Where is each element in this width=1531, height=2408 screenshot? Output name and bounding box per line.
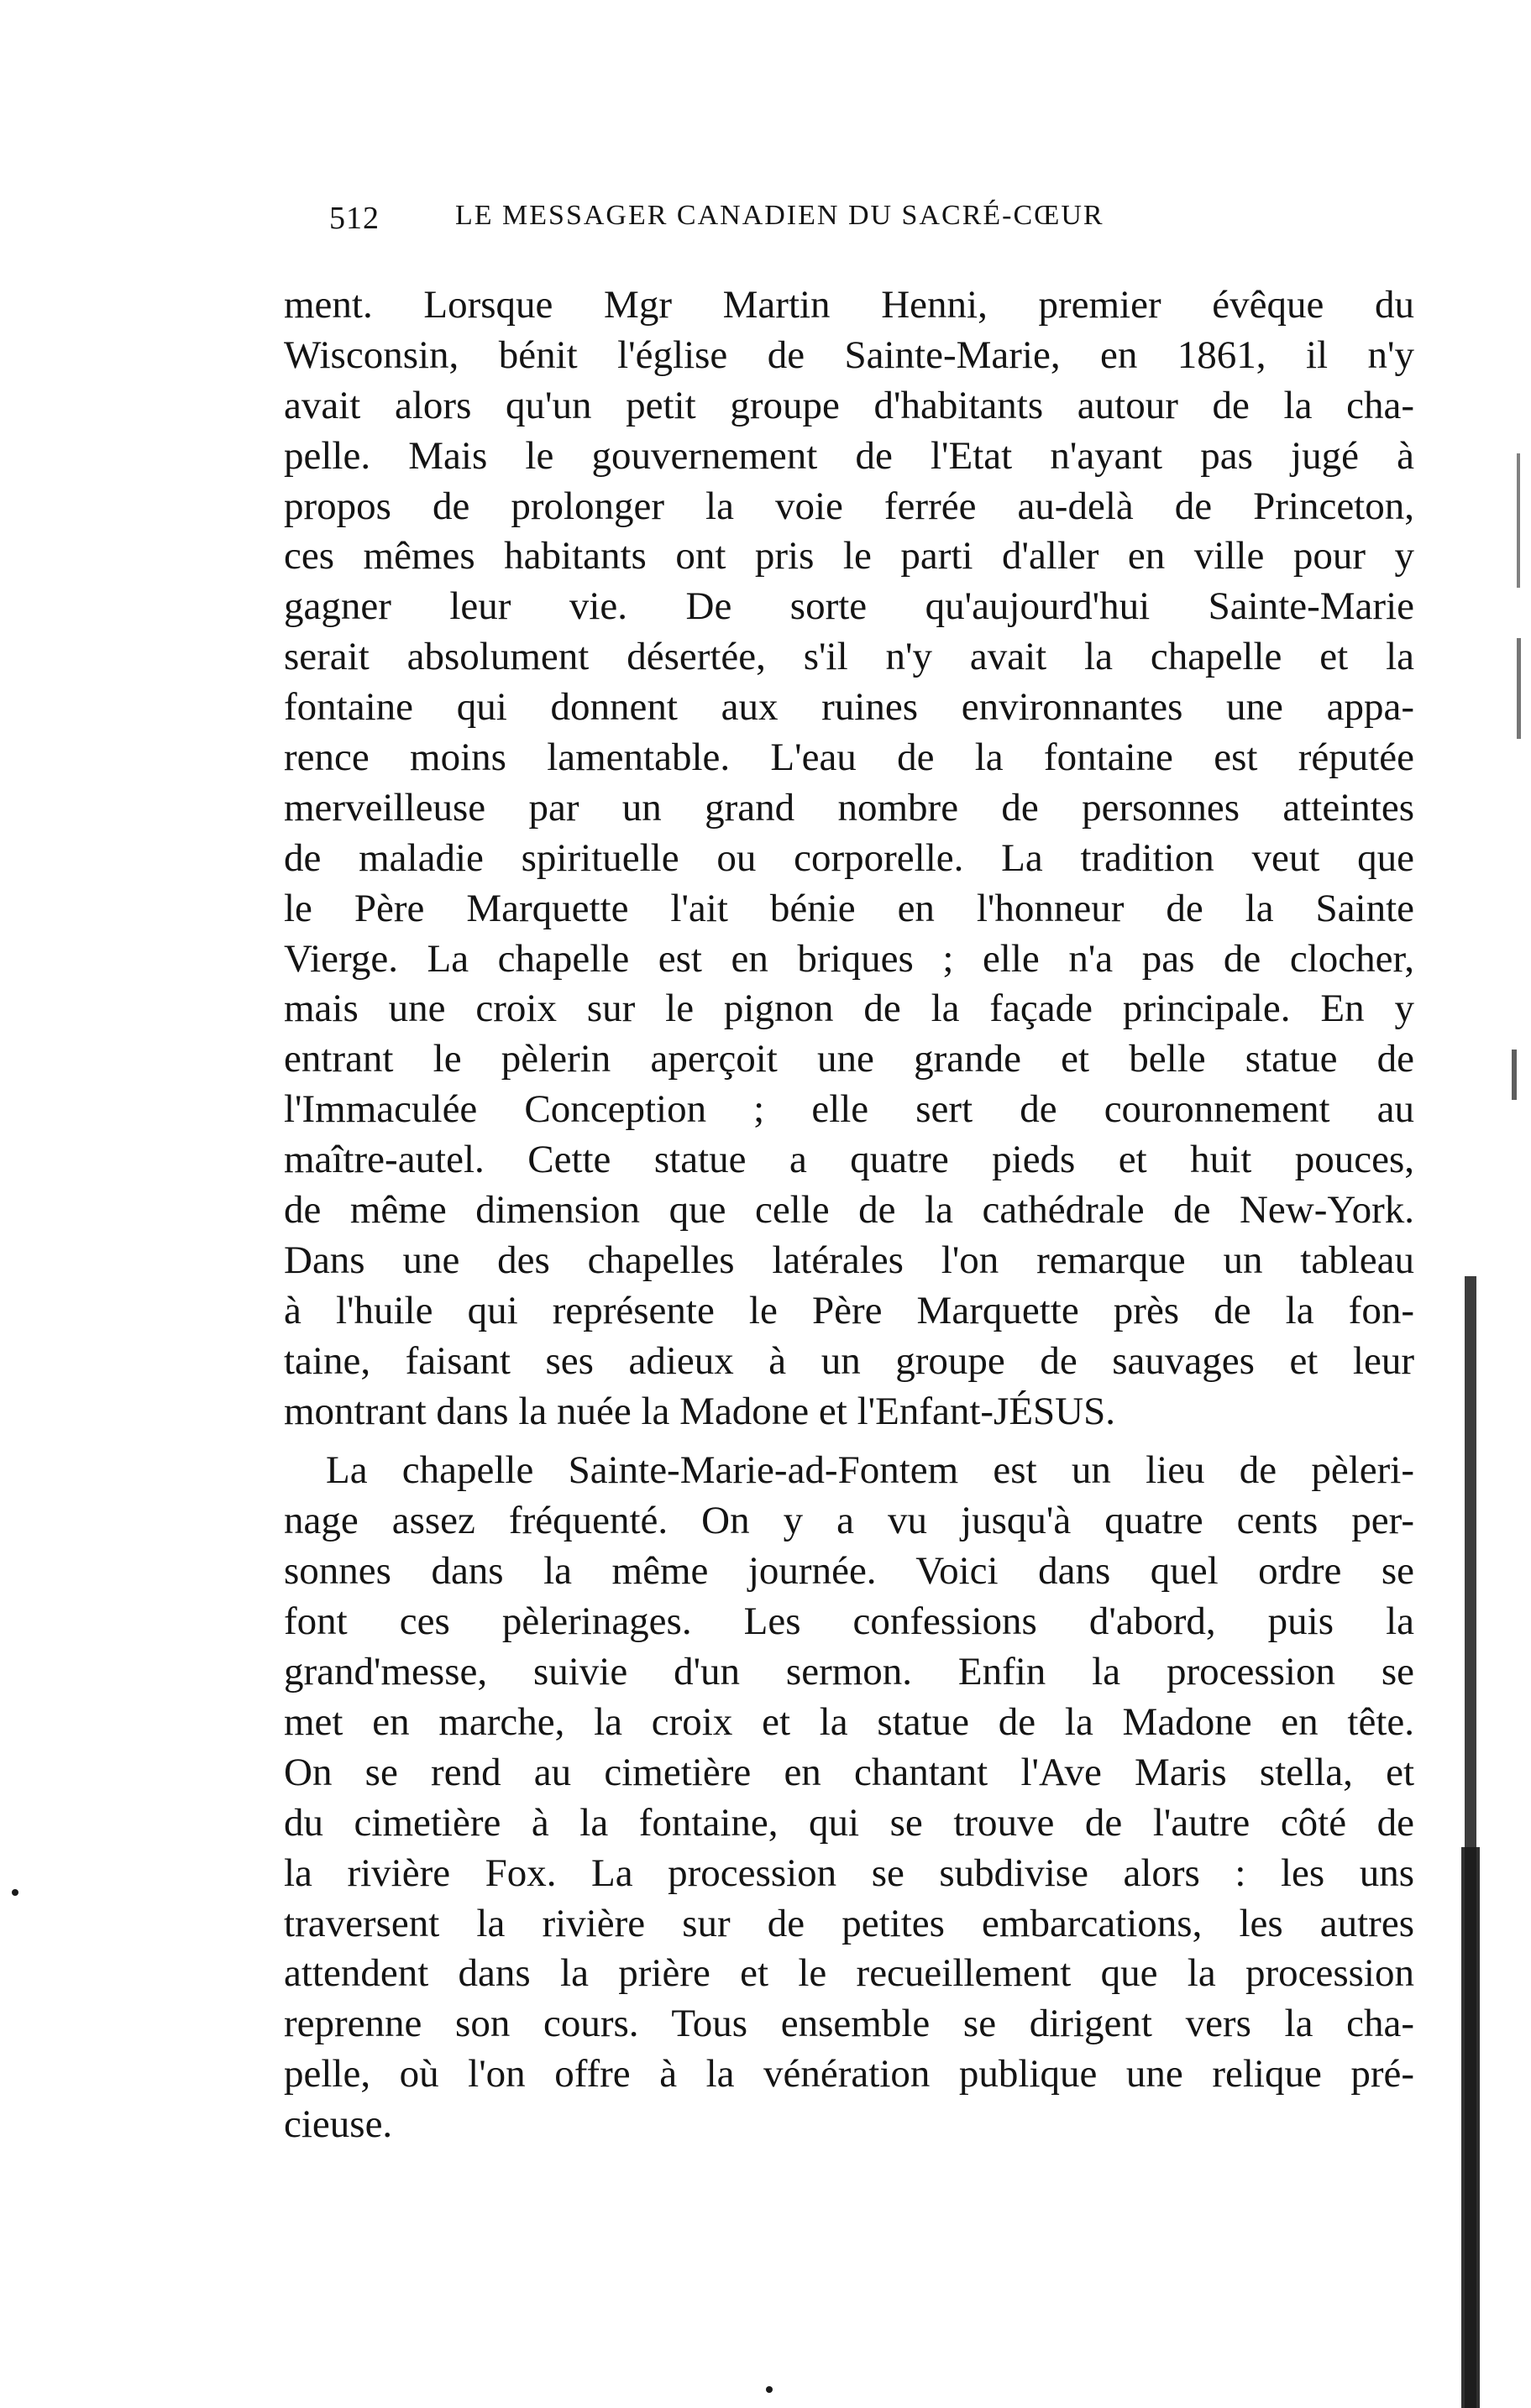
text-line: nage assez fréquenté. On y a vu jusqu'à quatre cents per- <box>284 1499 1414 1543</box>
scan-edge-mark <box>1512 1050 1517 1100</box>
text-line: serait absolument désertée, s'il n'y avait la chapelle et la <box>284 635 1414 679</box>
text-line: reprenne son cours. Tous ensemble se dirigent vers la cha- <box>284 2002 1414 2046</box>
page-number: 512 <box>329 201 380 236</box>
text-line: maître-autel. Cette statue a quatre pieds et huit pouces, <box>284 1138 1414 1182</box>
scan-speck <box>766 2386 773 2393</box>
text-line: Vierge. La chapelle est en briques ; elle n'a pas de clocher, <box>284 936 1414 981</box>
text-line: ment. Lorsque Mgr Martin Henni, premier évêque du <box>284 283 1414 327</box>
text-line: cieuse. <box>284 2102 393 2147</box>
text-line: font ces pèlerinages. Les confessions d'abord, puis la <box>284 1599 1414 1644</box>
text-line: pelle, où l'on offre à la vénération publique une relique pré- <box>284 2052 1414 2097</box>
text-line: Dans une des chapelles latérales l'on remarque un tableau <box>284 1238 1414 1282</box>
text-line: avait alors qu'un petit groupe d'habitants autour de la cha- <box>284 383 1414 427</box>
text-line: gagner leur vie. De sorte qu'aujourd'hui Sainte-Marie <box>284 584 1414 629</box>
body-text <box>284 280 1414 2150</box>
running-title: LE MESSAGER CANADIEN DU SACRÉ-CŒUR <box>455 200 1104 231</box>
text-line: fontaine qui donnent aux ruines environnantes une appa- <box>284 685 1414 730</box>
text-line: du cimetière à la fontaine, qui se trouve de l'autre côté de <box>284 1800 1414 1845</box>
scan-edge-mark <box>1517 453 1520 588</box>
paragraph-2 <box>284 1446 1414 2149</box>
text-line: pelle. Mais le gouvernement de l'Etat n'ayant pas jugé à <box>284 433 1414 478</box>
text-line: rence moins lamentable. L'eau de la fontaine est réputée <box>284 735 1414 780</box>
text-line: la rivière Fox. La procession se subdivise alors : les uns <box>284 1850 1414 1895</box>
scan-edge-mark <box>1461 1847 1480 2408</box>
scan-edge-mark <box>1517 638 1521 739</box>
text-line: le Père Marquette l'ait bénie en l'honneur de la Sainte <box>284 886 1414 930</box>
text-line: On se rend au cimetière en chantant l'Ave Maris stella, et <box>284 1750 1414 1794</box>
text-line: grand'messe, suivie d'un sermon. Enfin la procession se <box>284 1650 1414 1694</box>
text-line: de maladie spirituelle ou corporelle. La tradition veut que <box>284 835 1414 880</box>
text-line: l'Immaculée Conception ; elle sert de couronnement au <box>284 1087 1414 1132</box>
text-line: propos de prolonger la voie ferrée au-delà de Princeton, <box>284 484 1414 528</box>
text-line: sonnes dans la même journée. Voici dans quel ordre se <box>284 1549 1414 1594</box>
text-line: La chapelle Sainte-Marie-ad-Fontem est un lieu de pèleri- <box>326 1448 1414 1493</box>
scan-speck <box>12 1889 18 1896</box>
text-line: merveilleuse par un grand nombre de personnes atteintes <box>284 785 1414 830</box>
text-line: traversent la rivière sur de petites embarcations, les autres <box>284 1901 1414 1945</box>
text-line: Wisconsin, bénit l'église de Sainte-Marie, en 1861, il n'y <box>284 332 1414 377</box>
text-line: met en marche, la croix et la statue de la Madone en tête. <box>284 1699 1414 1744</box>
text-line: entrant le pèlerin aperçoit une grande et belle statue de <box>284 1037 1414 1081</box>
text-line: à l'huile qui représente le Père Marquette près de la fon- <box>284 1288 1414 1332</box>
text-line: ces mêmes habitants ont pris le parti d'aller en ville pour y <box>284 534 1414 578</box>
text-line: taine, faisant ses adieux à un groupe de sauvages et leur <box>284 1338 1414 1383</box>
text-line: de même dimension que celle de la cathédrale de New-York. <box>284 1188 1414 1233</box>
running-head <box>329 200 1287 250</box>
paragraph-1 <box>284 280 1414 1437</box>
text-line: attendent dans la prière et le recueillement que la procession <box>284 1951 1414 1996</box>
text-line: mais une croix sur le pignon de la façade principale. En y <box>284 987 1414 1031</box>
text-line: montrant dans la nuée la Madone et l'Enfant-JÉSUS. <box>284 1389 1116 1433</box>
